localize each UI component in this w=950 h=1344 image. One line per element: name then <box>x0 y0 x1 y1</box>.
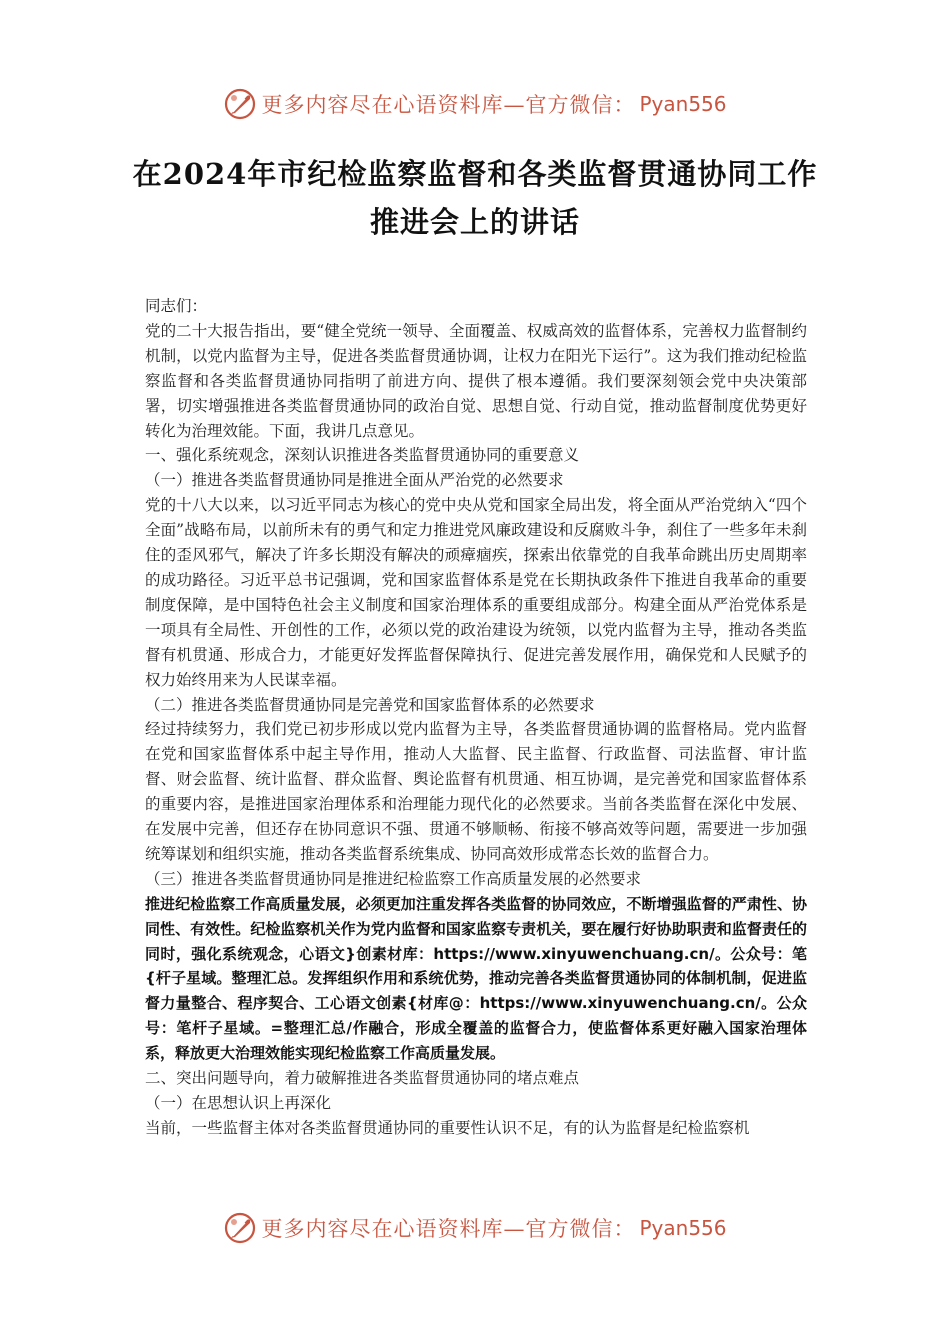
body-paragraph-2-1: 当前，一些监督主体对各类监督贯通协同的重要性认识不足，有的认为监督是纪检监察机 <box>145 1118 750 1137</box>
document-title <box>100 150 850 246</box>
section-heading-1: 一、强化系统观念，深刻认识推进各类监督贯通协同的重要意义 <box>145 446 580 465</box>
section-heading-2: 二、突出问题导向，着力破解推进各类监督贯通协同的堵点难点 <box>145 1069 580 1088</box>
feather-pen-logo <box>223 1211 257 1245</box>
banner-wechat-id: Pyan556 <box>639 1216 727 1240</box>
header-watermark-banner <box>0 84 950 124</box>
salutation: 同志们： <box>145 297 208 315</box>
banner-wechat-id: Pyan556 <box>639 92 727 116</box>
footer-watermark-banner <box>0 1208 950 1248</box>
banner-text: 更多内容尽在心语资料库—官方微信： <box>261 1217 636 1241</box>
title-line-2: 推进会上的讲话 <box>369 205 580 239</box>
body-paragraph-1-3: 推进纪检监察工作高质量发展，必须更加注重发挥各类监督的协同效应，不断增强监督的严肃性、协同性、有效性。纪检监察机关作为党内监督和国家监察专责机关，要在履行好协助职责和监督责任的同时，强化系统观念，心语文}创素材库：https://www.xinyuwenchuang.cn/。公众号：笔{杆子星域。整理汇总。发挥组织作用和系统优势，推动完善各类监督贯通协同的体制机制，促进监督力量整合、程序契合、工心语文创素{材库@：https://www.xinyuwenchuang.cn/。公众号：笔杆子星域。=整理汇总/作融合，形成全覆盖的监督合力，使监督体系更好融入国家治理体系，释放更大治理效能实现纪检监察工作高质量发展。 <box>145 894 807 1063</box>
subheading-1-3: （三）推进各类监督贯通协同是推进纪检监察工作高质量发展的必然要求 <box>145 869 642 888</box>
subheading-1-2: （二）推进各类监督贯通协同是完善党和国家监督体系的必然要求 <box>145 695 595 714</box>
feather-pen-logo <box>223 87 257 121</box>
subheading-1-1: （一）推进各类监督贯通协同是推进全面从严治党的必然要求 <box>145 471 564 490</box>
body-paragraph-1-1: 党的十八大以来，以习近平同志为核心的党中央从党和国家全局出发，将全面从严治党纳入“四个全面”战略布局，以前所未有的勇气和定力推进党风廉政建设和反腐败斗争，刹住了一些多年未刹住的歪风邪气，解决了许多长期没有解决的顽瘴痼疾，探索出依靠党的自我革命跳出历史周期率的成功路径。习近平总书记强调，党和国家监督体系是党在长期执政条件下推进自我革命的重要制度保障，是中国特色社会主义制度和国家治理体系的重要组成部分。构建全面从严治党体系是一项具有全局性、开创性的工作，必须以党的政治建设为统领，以党内监督为主导，推动各类监督有机贯通、形成合力，才能更好发挥监督保障执行、促进完善发展作用，确保党和人民赋予的权力始终用来为人民谋幸福。 <box>145 496 807 689</box>
intro-paragraph: 党的二十大报告指出，要“健全党统一领导、全面覆盖、权威高效的监督体系，完善权力监督制约机制，以党内监督为主导，促进各类监督贯通协调，让权力在阳光下运行”。这为我们推动纪检监察监督和各类监督贯通协同指明了前进方向、提供了根本遵循。我们要深刻领会党中央决策部署，切实增强推进各类监督贯通协同的政治自觉、思想自觉、行动自觉，推动监督制度优势更好转化为治理效能。下面，我讲几点意见。 <box>145 321 807 440</box>
banner-text: 更多内容尽在心语资料库—官方微信： <box>261 93 636 117</box>
body-paragraph-1-2: 经过持续努力，我们党已初步形成以党内监督为主导，各类监督贯通协调的监督格局。党内监督在党和国家监督体系中起主导作用，推动人大监督、民主监督、行政监督、司法监督、审计监督、财会监督、统计监督、群众监督、舆论监督有机贯通、相互协调，是完善党和国家监督体系的重要内容，是推进国家治理体系和治理能力现代化的必然要求。当前各类监督在深化中发展、在发展中完善，但还存在协同意识不强、贯通不够顺畅、衔接不够高效等问题，需要进一步加强统筹谋划和组织实施，推动各类监督系统集成、协同高效形成常态长效的监督合力。 <box>145 720 807 863</box>
subheading-2-1: （一）在思想认识上再深化 <box>145 1094 332 1112</box>
document-body <box>145 294 807 1141</box>
title-line-1: 在2024年市纪检监察监督和各类监督贯通协同工作 <box>132 157 818 191</box>
